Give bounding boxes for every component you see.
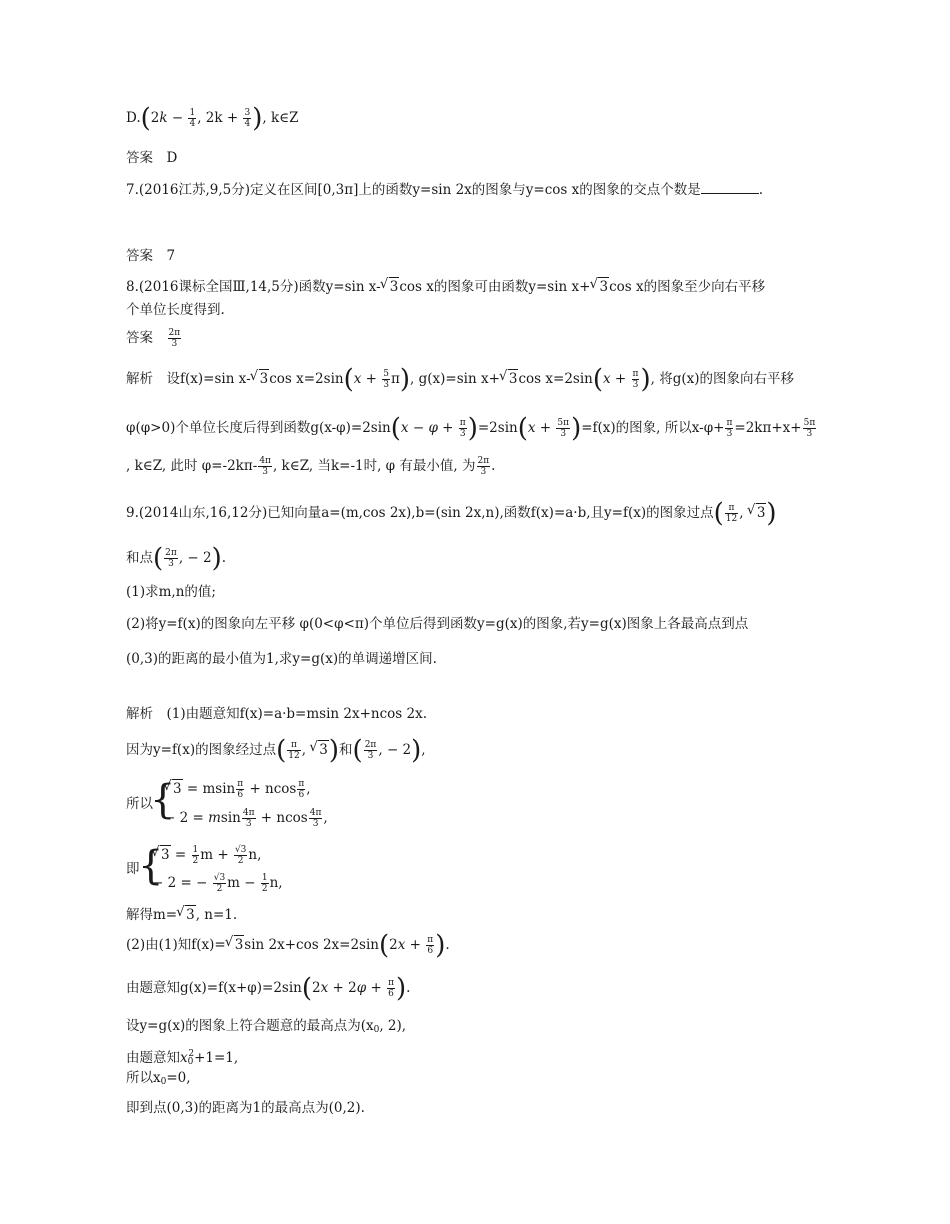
solution-9-line2: 因为y=f(x)的图象经过点( $\frac{\pi}{12}$ , √ 3)和( $\frac{2\pi}{3}$ , − 2), <box>126 740 426 761</box>
solution-9-line1: 解析 (1)由题意知f(x)=a·b=msin 2x+ncos 2x. <box>126 706 428 722</box>
suoyi-label: 所以 <box>126 796 153 812</box>
option-d: D.(2k − $\frac{1}{4}$ , 2k + $\frac{3}{4}$ ), k∈Z <box>126 103 299 134</box>
solution-part2-line2: 由题意知g(x)=f(x+φ)=2sin(2x + 2φ + $\frac{\pi}{6}$ ). <box>126 973 411 1004</box>
solution-8-line3: , k∈Z, 此时 φ=-2kπ- $\frac{4\pi}{3}$ , k∈Z, 当k=-1时, φ 有最小值, 为 $\frac{2\pi}{3}$ . <box>126 456 496 477</box>
equation-2: − 2 = msin $\frac{4\pi}{3}$ + ncos $\frac{4\pi}{3}$ , <box>164 808 328 829</box>
ji-label: 即 <box>126 861 140 877</box>
answer-8: 答案 $\frac{2\pi}{3}$ <box>126 328 181 349</box>
solution-8-line2: φ(φ>0)个单位长度后得到函数g(x-φ)=2sin(x − φ + $\frac{\pi}{3}$ )=2sin(x + $\frac{5\pi}{3}$ )=f(x)的图象, 所以x-φ+ $\frac{\pi}{3}$ =2kπ+x+ $\frac{5\pi}{3}$ <box>126 413 816 444</box>
solution-part2-line1: (2)由(1)知f(x)=√ 3sin 2x+cos 2x=2sin(2x + $\frac{\pi}{6}$ ). <box>126 935 450 956</box>
left-brace: { <box>150 777 176 823</box>
equation-3: √ 3 = $\frac{1}{2}$ m + $\frac{√3}{2}$ n, <box>152 845 261 866</box>
question-9-part2: (2)将y=f(x)的图象向左平移 φ(0<φ<π)个单位后得到函数y=g(x)的图象,若y=g(x)图象上各最高点到点 <box>126 616 749 632</box>
solution-8-line1: 解析 设f(x)=sin x-√ 3cos x=2sin(x + $\frac{5}{3}$ π), g(x)=sin x+√ 3cos x=2sin(x + $\frac{\pi}{3}$ ), 将g(x)的图象向右平移 <box>126 369 794 390</box>
left-brace-2: { <box>138 843 164 889</box>
question-8: 8.(2016课标全国Ⅲ,14,5分)函数y=sin x-√ 3cos x的图象可由函数y=sin x+√ 3cos x的图象至少向右平移 <box>126 277 765 296</box>
answer-7: 答案 7 <box>126 248 176 264</box>
question-9: 9.(2014山东,16,12分)已知向量a=(m,cos 2x),b=(sin 2x,n),函数f(x)=a·b,且y=f(x)的图象过点( $\frac{\pi}{12}$ , √ 3) <box>126 503 777 524</box>
solution-m-n: 解得m=√ 3, n=1. <box>126 905 237 924</box>
answer-6: 答案 D <box>126 150 178 166</box>
solution-part2-line5: 所以$x_0=0$, <box>126 1070 191 1087</box>
solution-part2-line4: 由题意知$x_0^2+1=1$, <box>126 1049 239 1067</box>
question-8-cont: 个单位长度得到. <box>126 302 225 318</box>
solution-part2-line3: 设y=g(x)的图象上符合题意的最高点为($x_0$, 2), <box>126 1018 407 1035</box>
answer-blank <box>701 181 759 194</box>
question-7: 7.(2016江苏,9,5分)定义在区间[0,3π]上的函数y=sin 2x的图象与y=cos x的图象的交点个数是 . <box>126 182 764 198</box>
solution-part2-line6: 即到点(0,3)的距离为1的最高点为(0,2). <box>126 1100 365 1116</box>
question-9-part1: (1)求m,n的值; <box>126 584 216 600</box>
question-9-cont: 和点( $\frac{2\pi}{3}$ , − 2). <box>126 543 227 574</box>
equation-4: − 2 = − $\frac{√3}{2}$ m − $\frac{1}{2}$ n, <box>152 873 283 894</box>
equation-1: √ 3 = msin $\frac{\pi}{6}$ + ncos $\frac{\pi}{6}$ , <box>164 779 311 800</box>
question-9-part2-cont: (0,3)的距离的最小值为1,求y=g(x)的单调递增区间. <box>126 651 437 667</box>
